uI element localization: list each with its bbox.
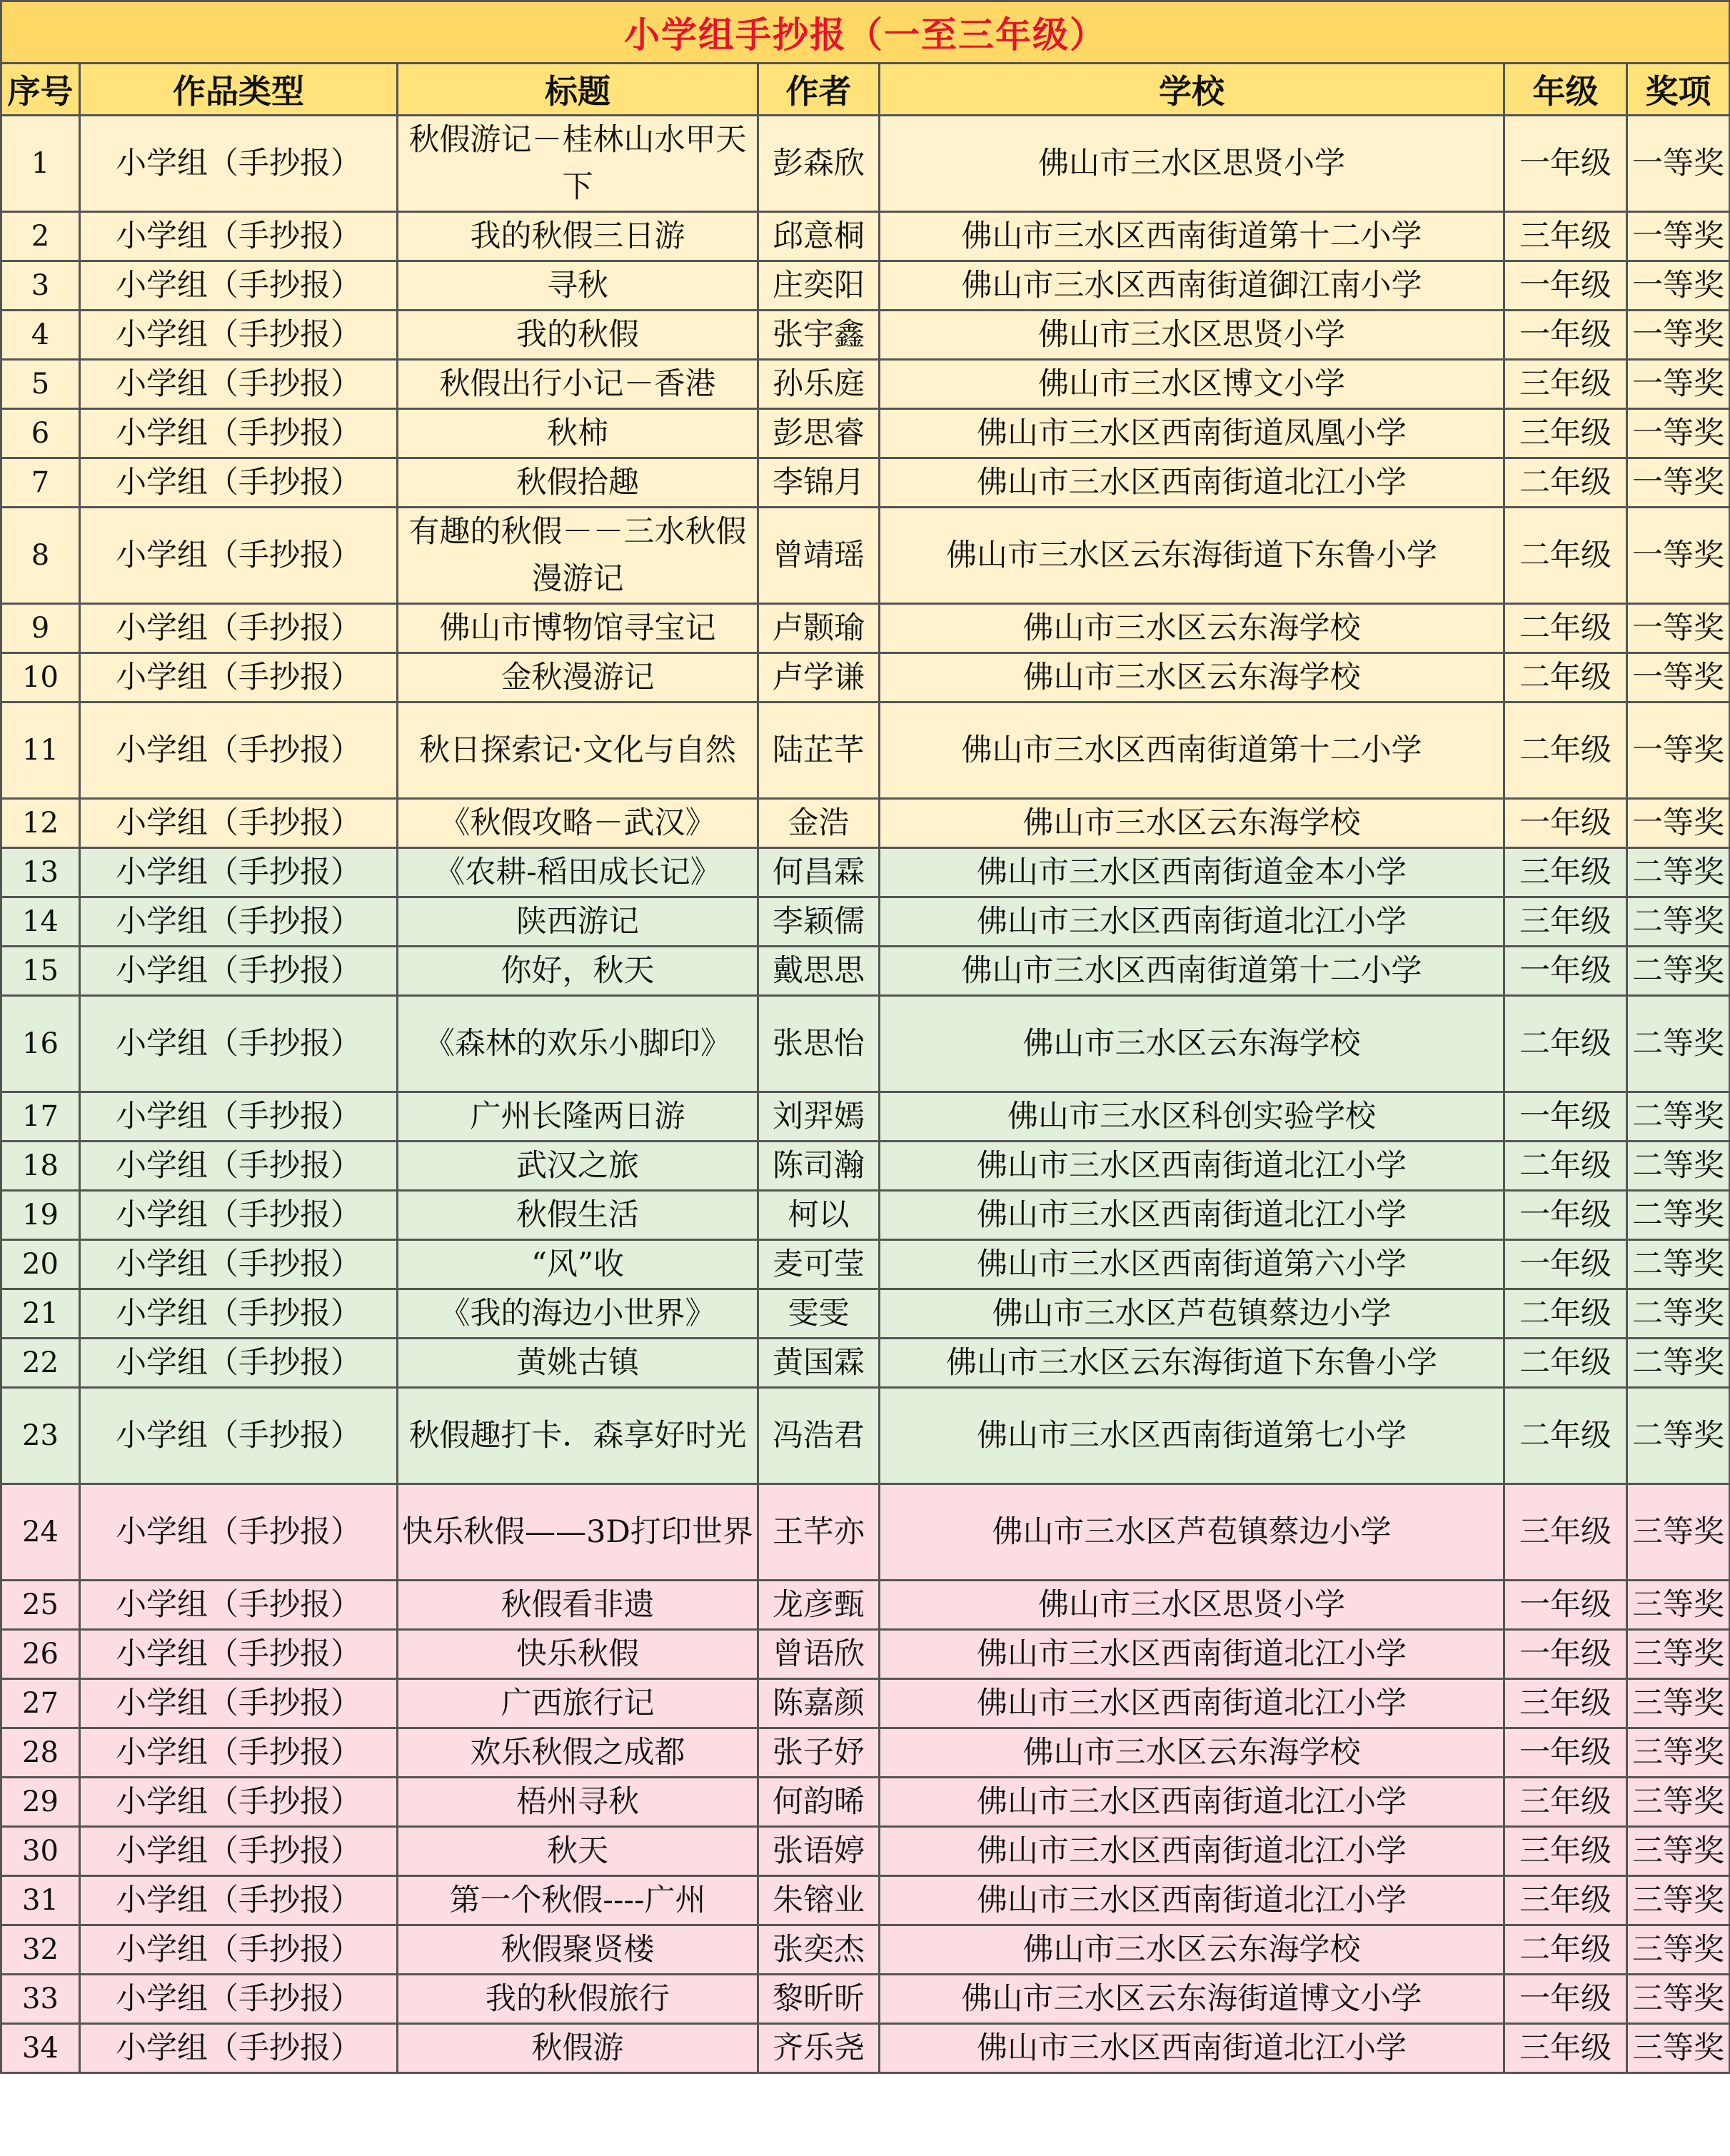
award: 一等奖 — [1627, 653, 1730, 702]
row-number: 22 — [1, 1339, 80, 1388]
school-name: 佛山市三水区西南街道第六小学 — [880, 1240, 1504, 1289]
grade: 一年级 — [1504, 1191, 1627, 1240]
work-title: 我的秋假三日游 — [398, 212, 758, 261]
work-type: 小学组（手抄报） — [80, 311, 398, 360]
work-title: 秋日探索记·文化与自然 — [398, 702, 758, 799]
table-row — [1, 360, 1730, 409]
work-type: 小学组（手抄报） — [80, 996, 398, 1092]
work-type: 小学组（手抄报） — [80, 1388, 398, 1484]
school-name: 佛山市三水区云东海学校 — [880, 653, 1504, 702]
award: 三等奖 — [1627, 2024, 1730, 2073]
row-number: 32 — [1, 1925, 80, 1975]
school-name: 佛山市三水区博文小学 — [880, 360, 1504, 409]
award: 三等奖 — [1627, 1827, 1730, 1876]
row-number: 13 — [1, 848, 80, 897]
work-title: 秋假趣打卡．森享好时光 — [398, 1388, 758, 1484]
row-number: 19 — [1, 1191, 80, 1240]
award: 一等奖 — [1627, 212, 1730, 261]
row-number: 27 — [1, 1679, 80, 1728]
author-name: 冯浩君 — [758, 1388, 880, 1484]
work-type: 小学组（手抄报） — [80, 799, 398, 848]
work-title: 欢乐秋假之成都 — [398, 1728, 758, 1778]
table-row — [1, 409, 1730, 458]
school-name: 佛山市三水区西南街道北江小学 — [880, 1876, 1504, 1925]
work-title: 武汉之旅 — [398, 1142, 758, 1191]
work-type: 小学组（手抄报） — [80, 1728, 398, 1778]
award: 一等奖 — [1627, 360, 1730, 409]
row-number: 12 — [1, 799, 80, 848]
school-name: 佛山市三水区西南街道北江小学 — [880, 2024, 1504, 2073]
school-name: 佛山市三水区云东海学校 — [880, 996, 1504, 1092]
author-name: 庄奕阳 — [758, 261, 880, 311]
grade: 一年级 — [1504, 1581, 1627, 1630]
grade: 一年级 — [1504, 1240, 1627, 1289]
award: 二等奖 — [1627, 1092, 1730, 1142]
school-name: 佛山市三水区西南街道北江小学 — [880, 1191, 1504, 1240]
row-number: 4 — [1, 311, 80, 360]
work-title: 秋柿 — [398, 409, 758, 458]
author-name: 曾靖瑶 — [758, 508, 880, 604]
row-number: 21 — [1, 1289, 80, 1339]
award: 三等奖 — [1627, 1728, 1730, 1778]
work-title: 第一个秋假----广州 — [398, 1876, 758, 1925]
award: 二等奖 — [1627, 1142, 1730, 1191]
work-title: 秋假游记－桂林山水甲天下 — [398, 116, 758, 212]
work-title: 广西旅行记 — [398, 1679, 758, 1728]
row-number: 9 — [1, 604, 80, 653]
grade: 二年级 — [1504, 1925, 1627, 1975]
work-title: 佛山市博物馆寻宝记 — [398, 604, 758, 653]
header-type: 作品类型 — [80, 64, 398, 116]
table-row — [1, 1388, 1730, 1484]
grade: 三年级 — [1504, 897, 1627, 947]
work-title: 秋假出行小记－香港 — [398, 360, 758, 409]
award: 一等奖 — [1627, 409, 1730, 458]
work-type: 小学组（手抄报） — [80, 947, 398, 996]
work-type: 小学组（手抄报） — [80, 702, 398, 799]
table-row — [1, 1484, 1730, 1581]
author-name: 黄国霖 — [758, 1339, 880, 1388]
table-row — [1, 604, 1730, 653]
row-number: 26 — [1, 1630, 80, 1679]
header-title: 标题 — [398, 64, 758, 116]
work-type: 小学组（手抄报） — [80, 1240, 398, 1289]
table-row — [1, 1975, 1730, 2024]
table-row — [1, 508, 1730, 604]
author-name: 何韵晞 — [758, 1778, 880, 1827]
table-row — [1, 1630, 1730, 1679]
award: 一等奖 — [1627, 702, 1730, 799]
work-type: 小学组（手抄报） — [80, 1581, 398, 1630]
grade: 二年级 — [1504, 1289, 1627, 1339]
table-row — [1, 212, 1730, 261]
award: 一等奖 — [1627, 261, 1730, 311]
author-name: 陆芷芊 — [758, 702, 880, 799]
grade: 三年级 — [1504, 1484, 1627, 1581]
school-name: 佛山市三水区西南街道北江小学 — [880, 458, 1504, 508]
school-name: 佛山市三水区西南街道御江南小学 — [880, 261, 1504, 311]
author-name: 孙乐庭 — [758, 360, 880, 409]
school-name: 佛山市三水区芦苞镇蔡边小学 — [880, 1484, 1504, 1581]
row-number: 34 — [1, 2024, 80, 2073]
author-name: 刘羿嫣 — [758, 1092, 880, 1142]
work-type: 小学组（手抄报） — [80, 653, 398, 702]
school-name: 佛山市三水区西南街道北江小学 — [880, 1142, 1504, 1191]
work-type: 小学组（手抄报） — [80, 1484, 398, 1581]
school-name: 佛山市三水区西南街道第七小学 — [880, 1388, 1504, 1484]
work-title: 《我的海边小世界》 — [398, 1289, 758, 1339]
row-number: 17 — [1, 1092, 80, 1142]
grade: 二年级 — [1504, 604, 1627, 653]
school-name: 佛山市三水区云东海街道下东鲁小学 — [880, 1339, 1504, 1388]
author-name: 朱镕业 — [758, 1876, 880, 1925]
grade: 二年级 — [1504, 458, 1627, 508]
table-row — [1, 1876, 1730, 1925]
school-name: 佛山市三水区西南街道北江小学 — [880, 1679, 1504, 1728]
work-type: 小学组（手抄报） — [80, 458, 398, 508]
author-name: 张子妤 — [758, 1728, 880, 1778]
author-name: 邱意桐 — [758, 212, 880, 261]
author-name: 张语婷 — [758, 1827, 880, 1876]
award: 二等奖 — [1627, 1339, 1730, 1388]
work-title: 秋假游 — [398, 2024, 758, 2073]
school-name: 佛山市三水区云东海学校 — [880, 604, 1504, 653]
work-title: 我的秋假旅行 — [398, 1975, 758, 2024]
row-number: 24 — [1, 1484, 80, 1581]
author-name: 李锦月 — [758, 458, 880, 508]
author-name: 戴思思 — [758, 947, 880, 996]
header-award: 奖项 — [1627, 64, 1730, 116]
grade: 一年级 — [1504, 1975, 1627, 2024]
grade: 二年级 — [1504, 653, 1627, 702]
school-name: 佛山市三水区西南街道凤凰小学 — [880, 409, 1504, 458]
award: 三等奖 — [1627, 1630, 1730, 1679]
table-row — [1, 996, 1730, 1092]
work-type: 小学组（手抄报） — [80, 1679, 398, 1728]
author-name: 何昌霖 — [758, 848, 880, 897]
grade: 二年级 — [1504, 1142, 1627, 1191]
work-title: 《农耕-稻田成长记》 — [398, 848, 758, 897]
work-type: 小学组（手抄报） — [80, 508, 398, 604]
row-number: 18 — [1, 1142, 80, 1191]
school-name: 佛山市三水区云东海学校 — [880, 1728, 1504, 1778]
grade: 一年级 — [1504, 799, 1627, 848]
award: 三等奖 — [1627, 1581, 1730, 1630]
table-row — [1, 1142, 1730, 1191]
row-number: 15 — [1, 947, 80, 996]
grade: 一年级 — [1504, 311, 1627, 360]
award: 二等奖 — [1627, 996, 1730, 1092]
school-name: 佛山市三水区西南街道北江小学 — [880, 1827, 1504, 1876]
header-author: 作者 — [758, 64, 880, 116]
table-row — [1, 1339, 1730, 1388]
work-title: 梧州寻秋 — [398, 1778, 758, 1827]
grade: 三年级 — [1504, 1778, 1627, 1827]
school-name: 佛山市三水区西南街道第十二小学 — [880, 212, 1504, 261]
grade: 一年级 — [1504, 947, 1627, 996]
work-type: 小学组（手抄报） — [80, 604, 398, 653]
header-school: 学校 — [880, 64, 1504, 116]
table-row — [1, 1289, 1730, 1339]
work-type: 小学组（手抄报） — [80, 409, 398, 458]
table-row — [1, 1827, 1730, 1876]
sheet-title: 小学组手抄报（一至三年级） — [1, 1, 1730, 64]
grade: 三年级 — [1504, 1679, 1627, 1728]
table-row — [1, 1191, 1730, 1240]
row-number: 5 — [1, 360, 80, 409]
table-row — [1, 1728, 1730, 1778]
author-name: 金浩 — [758, 799, 880, 848]
grade: 二年级 — [1504, 508, 1627, 604]
award: 二等奖 — [1627, 848, 1730, 897]
table-row — [1, 653, 1730, 702]
school-name: 佛山市三水区思贤小学 — [880, 116, 1504, 212]
author-name: 黎昕昕 — [758, 1975, 880, 2024]
work-type: 小学组（手抄报） — [80, 1630, 398, 1679]
work-title: 陕西游记 — [398, 897, 758, 947]
author-name: 柯以 — [758, 1191, 880, 1240]
row-number: 28 — [1, 1728, 80, 1778]
award: 三等奖 — [1627, 1876, 1730, 1925]
author-name: 卢学谦 — [758, 653, 880, 702]
grade: 三年级 — [1504, 1827, 1627, 1876]
author-name: 张思怡 — [758, 996, 880, 1092]
author-name: 曾语欣 — [758, 1630, 880, 1679]
row-number: 6 — [1, 409, 80, 458]
grade: 一年级 — [1504, 261, 1627, 311]
work-title: 快乐秋假 — [398, 1630, 758, 1679]
grade: 二年级 — [1504, 996, 1627, 1092]
award: 二等奖 — [1627, 1191, 1730, 1240]
work-type: 小学组（手抄报） — [80, 1339, 398, 1388]
row-number: 10 — [1, 653, 80, 702]
author-name: 麦可莹 — [758, 1240, 880, 1289]
author-name: 卢颢瑜 — [758, 604, 880, 653]
grade: 三年级 — [1504, 212, 1627, 261]
author-name: 陈嘉颜 — [758, 1679, 880, 1728]
award: 三等奖 — [1627, 1925, 1730, 1975]
table-row — [1, 1778, 1730, 1827]
work-type: 小学组（手抄报） — [80, 1092, 398, 1142]
work-title: 你好，秋天 — [398, 947, 758, 996]
work-title: 有趣的秋假－－三水秋假漫游记 — [398, 508, 758, 604]
school-name: 佛山市三水区云东海街道下东鲁小学 — [880, 508, 1504, 604]
award: 一等奖 — [1627, 508, 1730, 604]
work-title: 秋天 — [398, 1827, 758, 1876]
work-type: 小学组（手抄报） — [80, 1925, 398, 1975]
award: 二等奖 — [1627, 947, 1730, 996]
work-type: 小学组（手抄报） — [80, 1289, 398, 1339]
school-name: 佛山市三水区思贤小学 — [880, 311, 1504, 360]
table-row — [1, 311, 1730, 360]
grade: 三年级 — [1504, 1876, 1627, 1925]
work-type: 小学组（手抄报） — [80, 116, 398, 212]
header-grade: 年级 — [1504, 64, 1627, 116]
school-name: 佛山市三水区西南街道第十二小学 — [880, 702, 1504, 799]
row-number: 25 — [1, 1581, 80, 1630]
school-name: 佛山市三水区西南街道北江小学 — [880, 1778, 1504, 1827]
table-row — [1, 1240, 1730, 1289]
work-title: 秋假拾趣 — [398, 458, 758, 508]
work-title: 《秋假攻略－武汉》 — [398, 799, 758, 848]
table-row — [1, 1581, 1730, 1630]
row-number: 14 — [1, 897, 80, 947]
author-name: 齐乐尧 — [758, 2024, 880, 2073]
author-name: 彭思睿 — [758, 409, 880, 458]
school-name: 佛山市三水区西南街道北江小学 — [880, 897, 1504, 947]
award: 二等奖 — [1627, 897, 1730, 947]
work-type: 小学组（手抄报） — [80, 897, 398, 947]
work-type: 小学组（手抄报） — [80, 261, 398, 311]
author-name: 彭森欣 — [758, 116, 880, 212]
author-name: 龙彦甄 — [758, 1581, 880, 1630]
grade: 一年级 — [1504, 1728, 1627, 1778]
grade: 一年级 — [1504, 1630, 1627, 1679]
row-number: 16 — [1, 996, 80, 1092]
work-type: 小学组（手抄报） — [80, 1142, 398, 1191]
author-name: 雯雯 — [758, 1289, 880, 1339]
work-title: 快乐秋假——3D打印世界 — [398, 1484, 758, 1581]
work-type: 小学组（手抄报） — [80, 848, 398, 897]
row-number: 23 — [1, 1388, 80, 1484]
work-title: 秋假聚贤楼 — [398, 1925, 758, 1975]
work-type: 小学组（手抄报） — [80, 1876, 398, 1925]
award: 一等奖 — [1627, 311, 1730, 360]
school-name: 佛山市三水区西南街道北江小学 — [880, 1630, 1504, 1679]
work-title: “风”收 — [398, 1240, 758, 1289]
row-number: 29 — [1, 1778, 80, 1827]
row-number: 7 — [1, 458, 80, 508]
award: 二等奖 — [1627, 1289, 1730, 1339]
grade: 三年级 — [1504, 848, 1627, 897]
work-title: 我的秋假 — [398, 311, 758, 360]
table-row — [1, 1925, 1730, 1975]
school-name: 佛山市三水区西南街道第十二小学 — [880, 947, 1504, 996]
award: 一等奖 — [1627, 458, 1730, 508]
work-title: 秋假生活 — [398, 1191, 758, 1240]
grade: 一年级 — [1504, 1092, 1627, 1142]
grade: 二年级 — [1504, 1339, 1627, 1388]
work-title: 寻秋 — [398, 261, 758, 311]
work-type: 小学组（手抄报） — [80, 1191, 398, 1240]
work-title: 黄姚古镇 — [398, 1339, 758, 1388]
row-number: 20 — [1, 1240, 80, 1289]
table-row — [1, 897, 1730, 947]
grade: 二年级 — [1504, 1388, 1627, 1484]
award: 二等奖 — [1627, 1240, 1730, 1289]
table-row — [1, 458, 1730, 508]
table-row — [1, 702, 1730, 799]
row-number: 1 — [1, 116, 80, 212]
row-number: 2 — [1, 212, 80, 261]
work-type: 小学组（手抄报） — [80, 360, 398, 409]
school-name: 佛山市三水区思贤小学 — [880, 1581, 1504, 1630]
award: 一等奖 — [1627, 604, 1730, 653]
award: 一等奖 — [1627, 799, 1730, 848]
author-name: 张宇鑫 — [758, 311, 880, 360]
table-row — [1, 799, 1730, 848]
table-row — [1, 947, 1730, 996]
work-type: 小学组（手抄报） — [80, 1778, 398, 1827]
work-type: 小学组（手抄报） — [80, 2024, 398, 2073]
award: 二等奖 — [1627, 1388, 1730, 1484]
row-number: 30 — [1, 1827, 80, 1876]
school-name: 佛山市三水区云东海学校 — [880, 799, 1504, 848]
grade: 二年级 — [1504, 702, 1627, 799]
school-name: 佛山市三水区芦苞镇蔡边小学 — [880, 1289, 1504, 1339]
author-name: 陈司瀚 — [758, 1142, 880, 1191]
table-row — [1, 2024, 1730, 2073]
row-number: 11 — [1, 702, 80, 799]
table-row — [1, 1679, 1730, 1728]
table-row — [1, 848, 1730, 897]
award: 三等奖 — [1627, 1679, 1730, 1728]
table-row — [1, 1092, 1730, 1142]
school-name: 佛山市三水区云东海学校 — [880, 1925, 1504, 1975]
table-row — [1, 116, 1730, 212]
work-title: 广州长隆两日游 — [398, 1092, 758, 1142]
work-type: 小学组（手抄报） — [80, 212, 398, 261]
award: 一等奖 — [1627, 116, 1730, 212]
grade: 三年级 — [1504, 2024, 1627, 2073]
work-title: 秋假看非遗 — [398, 1581, 758, 1630]
author-name: 李颖儒 — [758, 897, 880, 947]
row-number: 33 — [1, 1975, 80, 2024]
grade: 一年级 — [1504, 116, 1627, 212]
grade: 三年级 — [1504, 409, 1627, 458]
school-name: 佛山市三水区科创实验学校 — [880, 1092, 1504, 1142]
work-type: 小学组（手抄报） — [80, 1827, 398, 1876]
row-number: 31 — [1, 1876, 80, 1925]
award: 三等奖 — [1627, 1975, 1730, 2024]
school-name: 佛山市三水区西南街道金本小学 — [880, 848, 1504, 897]
award: 三等奖 — [1627, 1484, 1730, 1581]
table-row — [1, 261, 1730, 311]
row-number: 8 — [1, 508, 80, 604]
header-no: 序号 — [1, 64, 80, 116]
table-body — [1, 116, 1730, 2073]
work-title: 金秋漫游记 — [398, 653, 758, 702]
author-name: 王芊亦 — [758, 1484, 880, 1581]
award: 三等奖 — [1627, 1778, 1730, 1827]
author-name: 张奕杰 — [758, 1925, 880, 1975]
work-type: 小学组（手抄报） — [80, 1975, 398, 2024]
work-title: 《森林的欢乐小脚印》 — [398, 996, 758, 1092]
row-number: 3 — [1, 261, 80, 311]
grade: 三年级 — [1504, 360, 1627, 409]
school-name: 佛山市三水区云东海街道博文小学 — [880, 1975, 1504, 2024]
